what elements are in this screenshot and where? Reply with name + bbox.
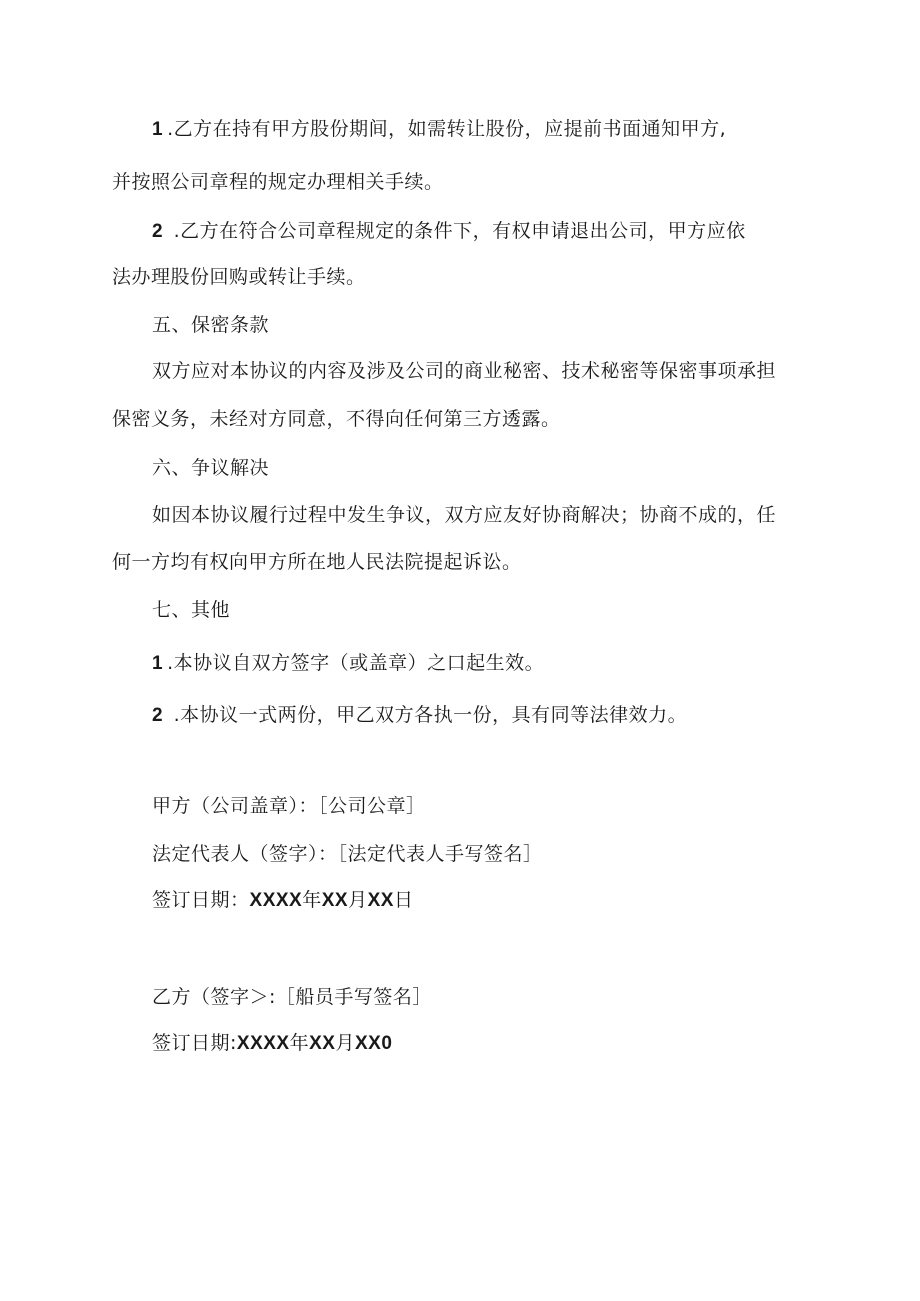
day-char: 日 xyxy=(393,889,414,911)
section-5-line-1: 双方应对本协议的内容及涉及公司的商业秘密、技术秘密等保密事项承担 xyxy=(152,360,777,382)
clause-number: 2 xyxy=(152,221,164,242)
date-day: XX0 xyxy=(355,1033,393,1054)
date-month: XX xyxy=(321,890,349,911)
date-year: XXXX xyxy=(249,890,303,911)
clause-number: 2 xyxy=(152,705,164,726)
date-year: XXXX xyxy=(236,1033,290,1054)
section-heading-5: 五、保密条款 xyxy=(152,314,270,336)
party-b-sign-date xyxy=(152,1031,392,1056)
party-a-seal-line: 甲方（公司盖章）：［公司公章］ xyxy=(152,795,426,817)
date-label: 签订日期: xyxy=(152,1032,237,1054)
clause-text: .乙方在持有甲方股份期间，如需转让股份，应提前书面通知甲方, xyxy=(167,118,727,140)
month-char: 月 xyxy=(348,889,368,911)
clause-text: .乙方在符合公司章程规定的条件下，有权申请退出公司，甲方应依 xyxy=(173,220,746,242)
section-6-line-1: 如因本协议履行过程中发生争议，双方应友好协商解决；协商不成的，任 xyxy=(152,504,777,526)
section-6-line-2: 何一方均有权向甲方所在地人民法院提起诉讼。 xyxy=(112,551,522,573)
clause-number: 1 xyxy=(152,653,164,674)
date-day: XX xyxy=(367,890,394,911)
clause-7-2 xyxy=(152,703,687,728)
clause-4-2-line-1 xyxy=(152,219,746,244)
legal-representative-line: 法定代表人（签字）：［法定代表人手写签名］ xyxy=(152,843,543,865)
clause-text: .本协议一式两份，甲乙双方各执一份，具有同等法律效力。 xyxy=(173,704,688,726)
clause-4-1-line-2: 并按照公司章程的规定办理相关手续。 xyxy=(112,171,444,193)
date-month: XX xyxy=(309,1033,336,1054)
section-heading-6: 六、争议解决 xyxy=(152,457,270,479)
clause-4-2-line-2: 法办理股份回购或转让手续。 xyxy=(112,266,366,288)
party-a-sign-date xyxy=(152,888,413,913)
section-5-line-2: 保密义务，未经对方同意，不得向任何第三方透露。 xyxy=(112,408,561,430)
clause-text: .本协议自双方签字（或盖章）之口起生效。 xyxy=(167,652,545,674)
clause-7-1 xyxy=(152,651,544,676)
section-heading-7: 七、其他 xyxy=(152,599,231,621)
party-b-sign-line: 乙方（签字＞:［船员手写签名］ xyxy=(152,986,432,1008)
month-char: 月 xyxy=(335,1032,355,1054)
clause-4-1-line-1 xyxy=(152,117,726,142)
year-char: 年 xyxy=(302,889,322,911)
year-char: 年 xyxy=(289,1032,310,1054)
clause-number: 1 xyxy=(152,119,164,140)
date-label: 签订日期： xyxy=(152,889,250,911)
